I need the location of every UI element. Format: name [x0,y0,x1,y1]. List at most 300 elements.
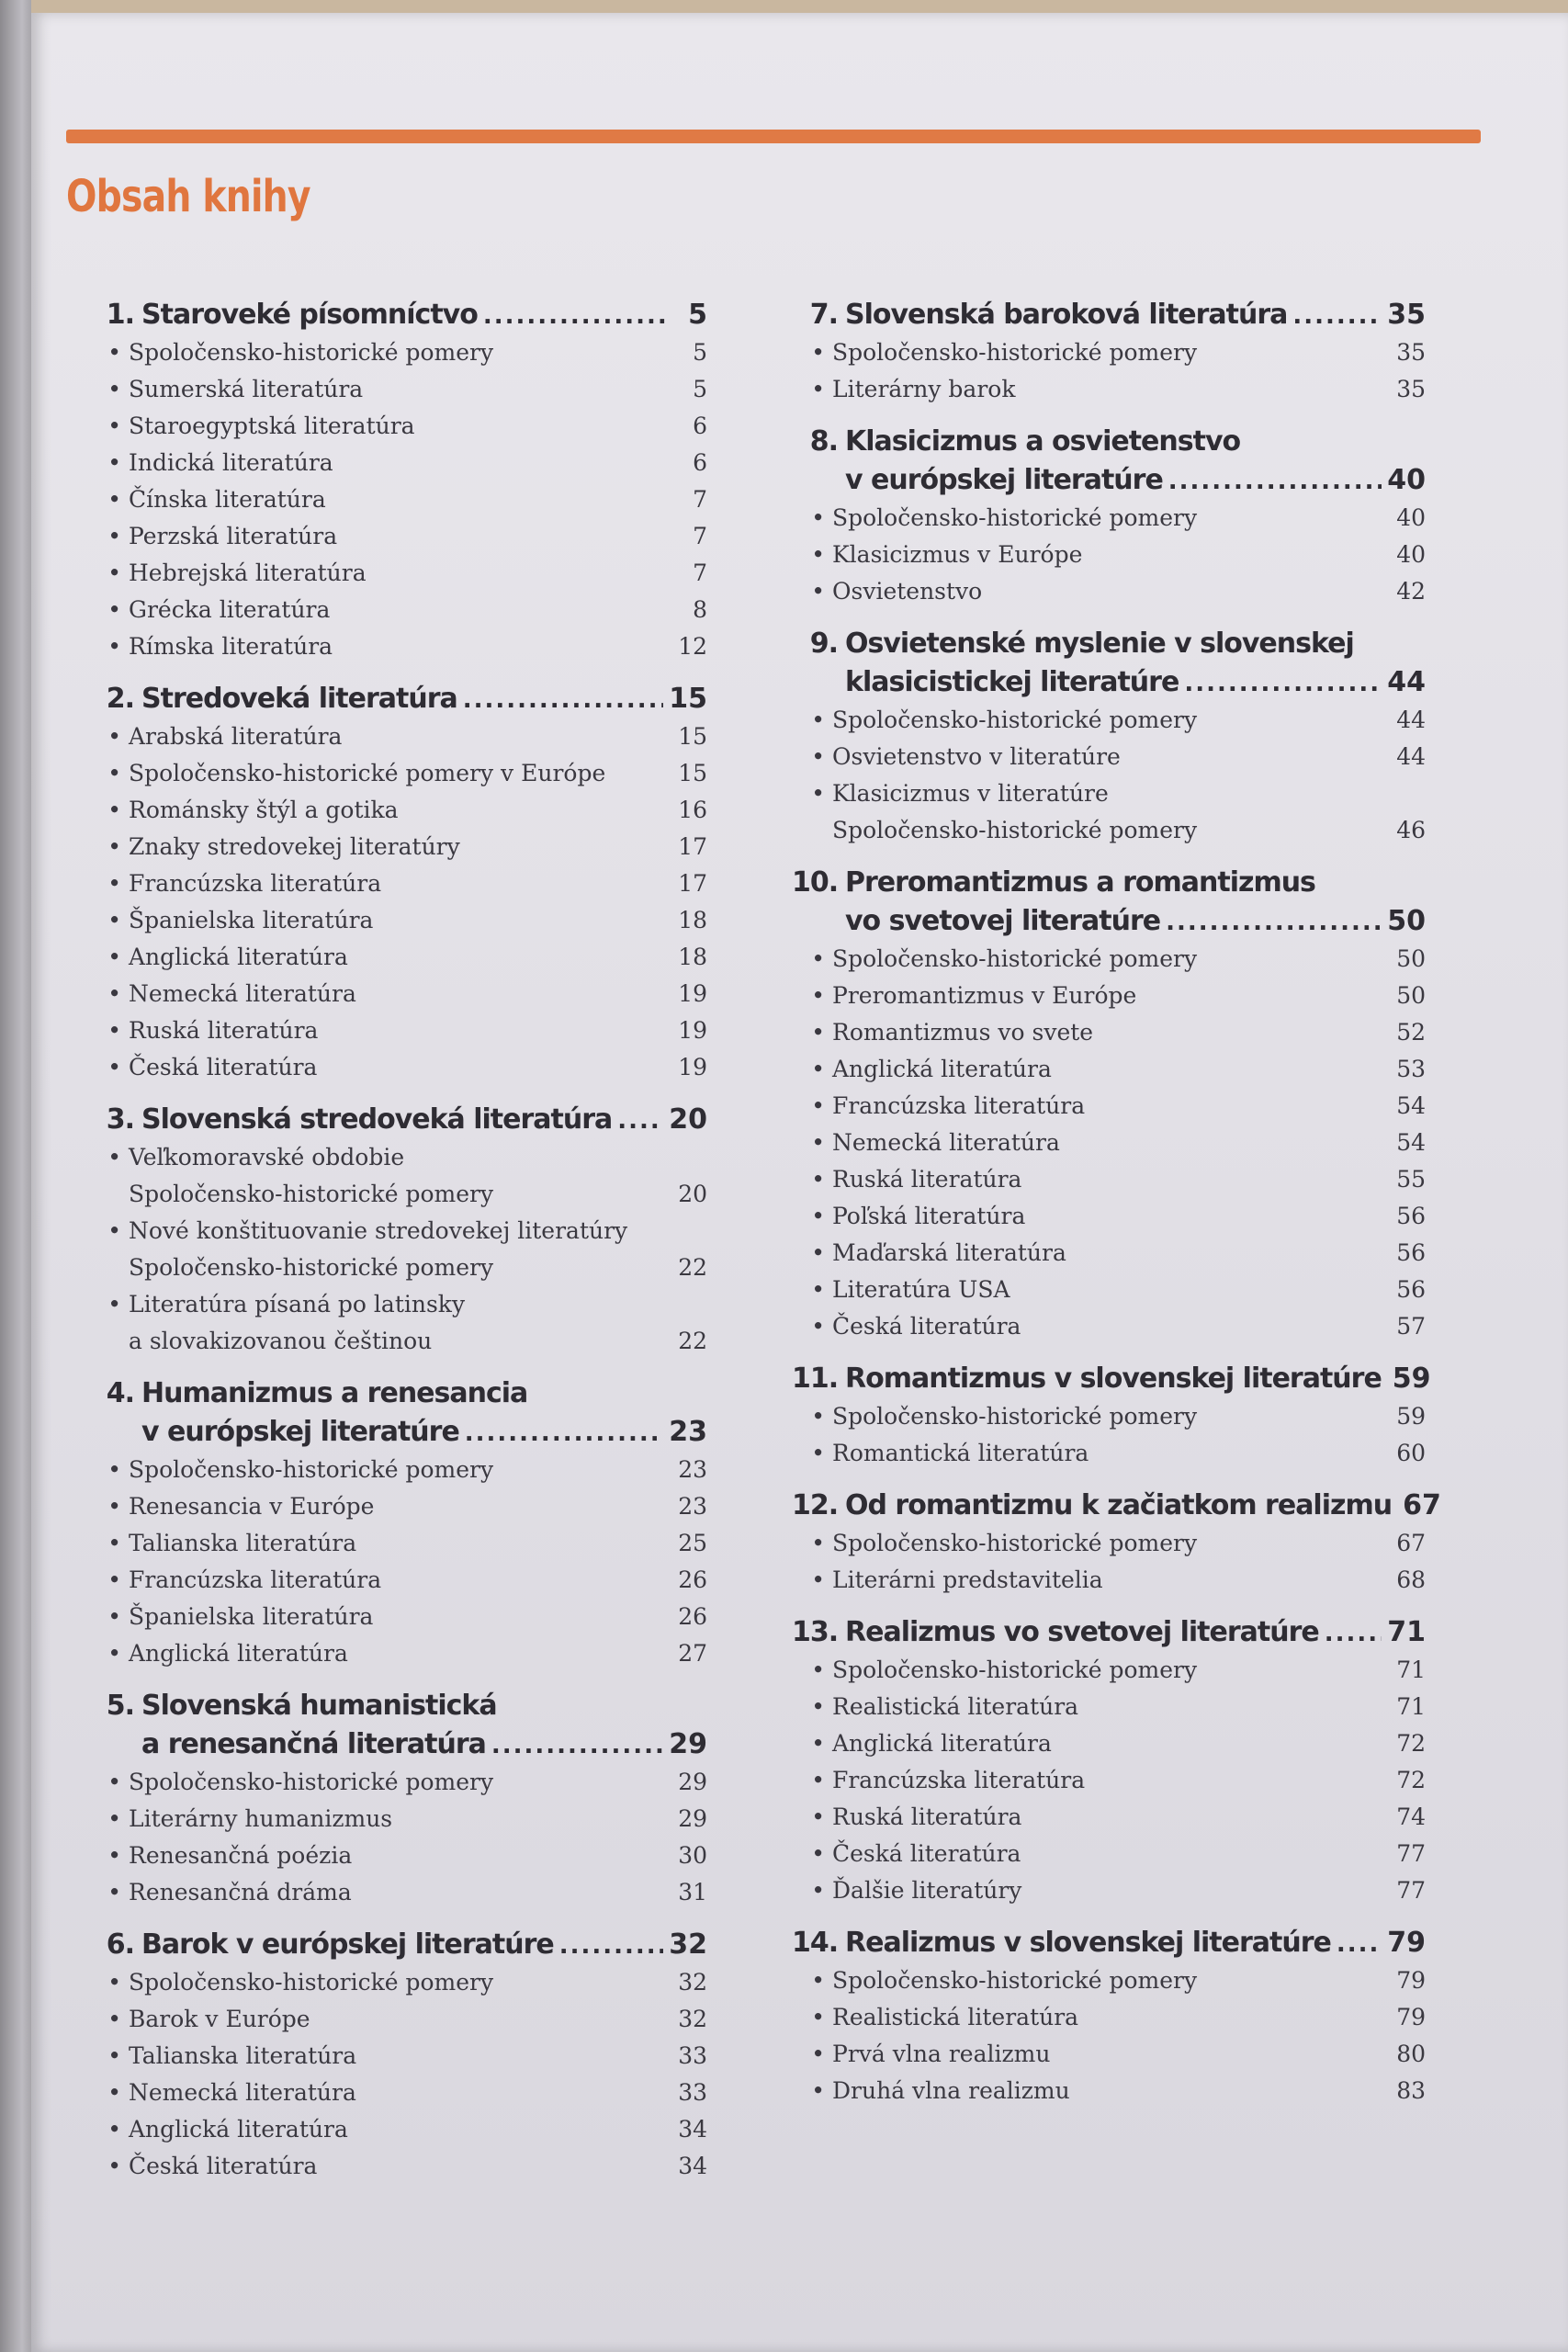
bullet-icon: • [811,1313,825,1340]
entry-label: Literárny humanizmus [129,1805,393,1832]
toc-entry [792,1652,1426,1689]
chapter-page-number: 71 [1387,1616,1426,1648]
entry-label: Literatúra USA [832,1276,1010,1303]
book-spine [0,0,31,2352]
bullet-icon: • [107,870,121,897]
entry-label: Veľkomoravské obdobie [129,1144,405,1170]
entry-label: Perzská literatúra [129,523,338,549]
toc-entry [792,978,1426,1014]
bullet-icon: • [811,2077,825,2104]
entry-page-number: 25 [678,1530,707,1556]
toc-entry [792,1999,1426,2036]
bullet-icon: • [107,797,121,823]
bullet-icon: • [107,560,121,586]
chapter-heading-line [792,1613,1426,1652]
entry-label: Anglická literatúra [832,1730,1052,1757]
entry-label: Klasicizmus v literatúre [832,780,1109,807]
chapter-number: 7. [809,299,838,331]
entry-page-number: 56 [1396,1239,1426,1266]
bullet-icon: • [811,982,825,1009]
entry-label: Romantická literatúra [832,1440,1089,1466]
chapter-heading-line [792,1924,1426,1962]
entry-label: Spoločensko-historické pomery [129,1181,494,1207]
entry-page-number: 26 [678,1603,707,1630]
entry-label: Ruská literatúra [832,1166,1022,1193]
entry-label: Sumerská literatúra [129,376,364,402]
bullet-icon: • [811,504,825,531]
entry-label: Maďarská literatúra [832,1239,1066,1266]
bullet-icon: • [107,723,121,750]
chapter-title: klasicistickej literatúre [845,666,1179,698]
bullet-icon: • [107,596,121,623]
entry-page-number: 22 [678,1254,707,1281]
toc-chapter [792,1360,1431,1472]
toc-entry [88,1488,707,1525]
bullet-icon: • [107,376,121,402]
toc-entry [792,812,1426,849]
toc-entry [792,1125,1426,1161]
toc-chapter [792,864,1426,1345]
chapter-heading-line [792,663,1426,702]
entry-page-number: 8 [693,596,707,623]
entry-page-number: 7 [693,523,707,549]
chapter-page-number: 79 [1387,1927,1426,1959]
bullet-icon: • [811,339,825,366]
toc-entry [792,1799,1426,1836]
entry-page-number: 42 [1396,578,1426,605]
toc-entry [88,445,707,481]
entry-label: Talianska literatúra [129,1530,357,1556]
bullet-icon: • [107,944,121,970]
entry-page-number: 71 [1396,1657,1426,1683]
entry-page-number: 7 [693,486,707,513]
entry-page-number: 18 [678,907,707,933]
toc-entry [88,592,707,628]
chapter-title: Od romantizmu k začiatkom realizmu [845,1489,1393,1521]
toc-entry [792,775,1426,812]
bullet-icon: • [811,1203,825,1229]
chapter-number: 10. [792,866,839,899]
chapter-number: 8. [809,425,838,458]
toc-entry [792,1872,1426,1909]
entry-page-number: 15 [678,723,707,750]
chapter-heading-line [88,1374,707,1413]
bullet-icon: • [811,945,825,972]
entry-page-number: 83 [1396,2077,1426,2104]
toc-entry [88,628,707,665]
chapter-heading-line [792,1360,1431,1398]
chapter-number: 9. [809,628,838,660]
toc-entry [88,976,707,1012]
entry-label: Španielska literatúra [129,907,374,933]
chapter-title: a renesančná literatúra [141,1728,486,1760]
bullet-icon: • [811,578,825,605]
toc-chapter [88,1687,707,1911]
page-title: Obsah knihy [66,171,310,222]
entry-page-number: 40 [1396,541,1426,568]
toc-entry [88,718,707,755]
toc-column-right [792,296,1441,2124]
chapter-page-number: 40 [1387,464,1426,496]
toc-entry [88,555,707,592]
entry-label: Poľská literatúra [832,1203,1026,1229]
entry-label: Prvá vlna realizmu [832,2041,1051,2067]
toc-entry [88,518,707,555]
entry-page-number: 18 [678,944,707,970]
chapter-title: Barok v európskej literatúre [141,1928,554,1961]
entry-page-number: 67 [1396,1530,1426,1556]
toc-entry [792,1562,1426,1599]
chapter-title: Osvietenské myslenie v slovenskej [845,628,1354,660]
entry-label: Osvietenstvo [832,578,983,605]
chapter-heading-line [792,864,1426,902]
entry-page-number: 22 [678,1328,707,1354]
toc-entry [792,1689,1426,1725]
bullet-icon: • [811,1967,825,1994]
entry-label: Barok v Európe [129,2006,310,2032]
chapter-page-number: 67 [1403,1489,1441,1521]
entry-label: Romantizmus vo svete [832,1019,1094,1046]
bullet-icon: • [107,1493,121,1520]
entry-page-number: 30 [678,1842,707,1869]
chapter-number: 3. [106,1103,134,1136]
chapter-page-number: 20 [669,1103,707,1136]
dot-leader [1168,462,1382,501]
entry-label: Česká literatúra [832,1313,1021,1340]
entry-label: Spoločensko-historické pomery [832,1530,1198,1556]
toc-entry [88,334,707,371]
toc-chapter [792,1613,1426,1909]
entry-label: Spoločensko-historické pomery [129,339,494,366]
entry-page-number: 50 [1396,982,1426,1009]
entry-label: Česká literatúra [129,2153,318,2179]
toc-entry [792,702,1426,739]
bullet-icon: • [107,413,121,439]
toc-entry [88,2075,707,2111]
chapter-heading-line [792,902,1426,941]
chapter-title: Klasicizmus a osvietenstvo [845,425,1241,458]
bullet-icon: • [811,541,825,568]
bullet-icon: • [811,780,825,807]
bullet-icon: • [107,1969,121,1996]
entry-label: Nové konštituovanie stredovekej literatúry [129,1217,628,1244]
toc-entry [792,1272,1426,1308]
entry-label: Nemecká literatúra [129,980,356,1007]
entry-label: Klasicizmus v Európe [832,541,1083,568]
entry-page-number: 80 [1396,2041,1426,2067]
entry-page-number: 17 [678,833,707,860]
bullet-icon: • [107,339,121,366]
chapter-page-number: 29 [669,1728,707,1760]
chapter-page-number: 23 [669,1416,707,1448]
bullet-icon: • [811,1693,825,1720]
chapter-heading-line [792,423,1426,461]
entry-page-number: 72 [1396,1730,1426,1757]
entry-label: Francúzska literatúra [129,870,382,897]
chapter-title: Staroveké písomníctvo [141,299,478,331]
entry-page-number: 33 [678,2079,707,2106]
entry-page-number: 6 [693,413,707,439]
entry-page-number: 23 [678,1493,707,1520]
dot-leader [1325,1614,1382,1653]
entry-page-number: 60 [1396,1440,1426,1466]
toc-entry [88,1213,707,1250]
bullet-icon: • [107,523,121,549]
entry-label: Spoločensko-historické pomery [832,1967,1198,1994]
bullet-icon: • [107,1217,121,1244]
entry-page-number: 26 [678,1566,707,1593]
bullet-icon: • [107,1017,121,1044]
bullet-icon: • [811,2004,825,2030]
entry-label: Nemecká literatúra [832,1129,1060,1156]
entry-page-number: 23 [678,1456,707,1483]
entry-label: Spoločensko-historické pomery [832,817,1198,843]
entry-label: Česká literatúra [129,1054,318,1080]
chapter-number: 2. [106,683,134,715]
entry-page-number: 54 [1396,1129,1426,1156]
entry-label: Spoločensko-historické pomery [832,945,1198,972]
entry-label: Grécka literatúra [129,596,331,623]
bullet-icon: • [107,980,121,1007]
entry-page-number: 32 [678,2006,707,2032]
toc-entry [88,2038,707,2075]
bullet-icon: • [811,1129,825,1156]
toc-entry [88,481,707,518]
chapter-number: 13. [792,1616,839,1648]
entry-label: Španielska literatúra [129,1603,374,1630]
entry-page-number: 40 [1396,504,1426,531]
toc-entry [88,1964,707,2001]
toc-entry [792,1525,1426,1562]
entry-label: Ruská literatúra [129,1017,319,1044]
entry-label: Anglická literatúra [832,1056,1052,1082]
toc-entry [88,1764,707,1801]
bullet-icon: • [811,376,825,402]
chapter-page-number: 50 [1387,905,1426,937]
toc-entry [88,755,707,792]
entry-label: Ďalšie literatúry [832,1877,1022,1904]
chapter-title: Slovenská stredoveká literatúra [141,1103,613,1136]
toc-entry [792,1088,1426,1125]
entry-label: Renesancia v Európe [129,1493,375,1520]
chapter-number: 1. [106,299,134,331]
bullet-icon: • [811,1530,825,1556]
chapter-page-number: 44 [1387,666,1426,698]
entry-label: Spoločensko-historické pomery [832,707,1198,733]
bullet-icon: • [107,760,121,786]
bullet-icon: • [811,1657,825,1683]
toc-entry [88,1049,707,1086]
entry-label: Literárni predstavitelia [832,1566,1103,1593]
entry-label: a slovakizovanou češtinou [129,1328,433,1354]
bullet-icon: • [107,1640,121,1667]
dot-leader [1292,297,1382,335]
entry-page-number: 77 [1396,1877,1426,1904]
entry-label: Realistická literatúra [832,1693,1079,1720]
entry-label: Literárny barok [832,376,1016,402]
toc-entry [792,573,1426,610]
entry-label: Spoločensko-historické pomery [129,1769,494,1795]
bullet-icon: • [811,1767,825,1793]
entry-page-number: 72 [1396,1767,1426,1793]
entry-page-number: 19 [678,1054,707,1080]
chapter-heading-line [792,625,1426,663]
chapter-heading-line [88,1101,707,1139]
dot-leader [1337,1925,1382,1963]
entry-page-number: 5 [693,376,707,402]
entry-label: Staroegyptská literatúra [129,413,415,439]
toc-entry [88,1286,707,1323]
chapter-heading-line [88,1687,707,1725]
bullet-icon: • [107,2006,121,2032]
entry-page-number: 56 [1396,1276,1426,1303]
toc-entry [792,1962,1426,1999]
toc-entry [88,408,707,445]
entry-page-number: 17 [678,870,707,897]
chapter-heading-line [88,1926,707,1964]
bullet-icon: • [107,2153,121,2179]
entry-label: Francúzska literatúra [832,1092,1086,1119]
entry-page-number: 46 [1396,817,1426,843]
chapter-heading-line [792,296,1426,334]
entry-page-number: 16 [678,797,707,823]
toc-entry [88,865,707,902]
chapter-title: Slovenská baroková literatúra [845,299,1288,331]
toc-entry [88,1323,707,1360]
bullet-icon: • [811,1056,825,1082]
chapter-number: 11. [792,1363,839,1395]
entry-page-number: 32 [678,1969,707,1996]
toc-entry [792,739,1426,775]
entry-label: Hebrejská literatúra [129,560,367,586]
toc-entry [88,902,707,939]
entry-label: Osvietenstvo v literatúre [832,743,1121,770]
entry-page-number: 29 [678,1769,707,1795]
entry-label: Spoločensko-historické pomery [129,1254,494,1281]
entry-page-number: 27 [678,1640,707,1667]
entry-page-number: 29 [678,1805,707,1832]
toc-entry [792,1014,1426,1051]
toc-entry [792,1051,1426,1088]
entry-page-number: 12 [678,633,707,660]
toc-entry [792,1398,1426,1435]
toc-entry [88,1635,707,1672]
toc-column-left [88,296,707,2199]
entry-label: Spoločensko-historické pomery v Európe [129,760,606,786]
toc-entry [88,1525,707,1562]
dot-leader [483,297,667,335]
toc-entry [792,1235,1426,1272]
toc-entry [88,2111,707,2148]
chapter-title: Preromantizmus a romantizmus [845,866,1315,899]
chapter-title: v európskej literatúre [141,1416,459,1448]
bullet-icon: • [811,1804,825,1830]
entry-label: Česká literatúra [832,1840,1021,1867]
toc-chapter [792,423,1426,610]
entry-page-number: 74 [1396,1804,1426,1830]
entry-page-number: 54 [1396,1092,1426,1119]
chapter-title: v európskej literatúre [845,464,1163,496]
toc-entry [792,1836,1426,1872]
chapter-number: 14. [792,1927,839,1959]
toc-entry [792,1725,1426,1762]
bullet-icon: • [811,1440,825,1466]
entry-label: Ruská literatúra [832,1804,1022,1830]
chapter-heading-line [792,461,1426,500]
toc-entry [88,1599,707,1635]
entry-label: Rímska literatúra [129,633,333,660]
entry-page-number: 35 [1396,376,1426,402]
entry-page-number: 5 [693,339,707,366]
entry-label: Preromantizmus v Európe [832,982,1137,1009]
bullet-icon: • [107,486,121,513]
entry-label: Literatúra písaná po latinsky [129,1291,466,1317]
toc-entry [88,1250,707,1286]
bullet-icon: • [107,633,121,660]
entry-page-number: 34 [678,2153,707,2179]
bullet-icon: • [811,1019,825,1046]
entry-label: Spoločensko-historické pomery [832,504,1198,531]
orange-header-rule [66,130,1481,143]
bullet-icon: • [811,707,825,733]
entry-page-number: 57 [1396,1313,1426,1340]
entry-page-number: 20 [678,1181,707,1207]
entry-label: Nemecká literatúra [129,2079,356,2106]
entry-page-number: 35 [1396,339,1426,366]
entry-label: Druhá vlna realizmu [832,2077,1070,2104]
toc-entry [88,1139,707,1176]
toc-entry [792,1762,1426,1799]
toc-entry [792,1308,1426,1345]
toc-chapter [792,625,1426,849]
chapter-title: Romantizmus v slovenskej literatúre [845,1363,1382,1395]
entry-label: Spoločensko-historické pomery [832,1403,1198,1430]
bullet-icon: • [107,1879,121,1905]
bullet-icon: • [811,1092,825,1119]
entry-label: Románsky štýl a gotika [129,797,399,823]
dot-leader [617,1102,663,1140]
chapter-page-number: 15 [669,683,707,715]
toc-entry [792,1161,1426,1198]
dot-leader [463,681,664,719]
entry-page-number: 19 [678,980,707,1007]
entry-page-number: 56 [1396,1203,1426,1229]
entry-label: Čínska literatúra [129,486,326,513]
entry-label: Anglická literatúra [129,944,348,970]
bullet-icon: • [107,2116,121,2143]
chapter-heading-line [88,1413,707,1452]
bullet-icon: • [811,1877,825,1904]
toc-entry [792,2036,1426,2073]
bullet-icon: • [107,2042,121,2069]
toc-entry [792,1198,1426,1235]
toc-chapter [792,296,1426,408]
bullet-icon: • [811,2041,825,2067]
entry-label: Renesančná dráma [129,1879,352,1905]
bullet-icon: • [107,1805,121,1832]
toc-entry [792,537,1426,573]
chapter-number: 6. [106,1928,134,1961]
entry-page-number: 52 [1396,1019,1426,1046]
toc-entry [88,2148,707,2185]
entry-page-number: 6 [693,449,707,476]
bullet-icon: • [107,1769,121,1795]
entry-label: Anglická literatúra [129,2116,348,2143]
bullet-icon: • [107,907,121,933]
toc-entry [792,2073,1426,2109]
toc-entry [88,1562,707,1599]
entry-page-number: 68 [1396,1566,1426,1593]
